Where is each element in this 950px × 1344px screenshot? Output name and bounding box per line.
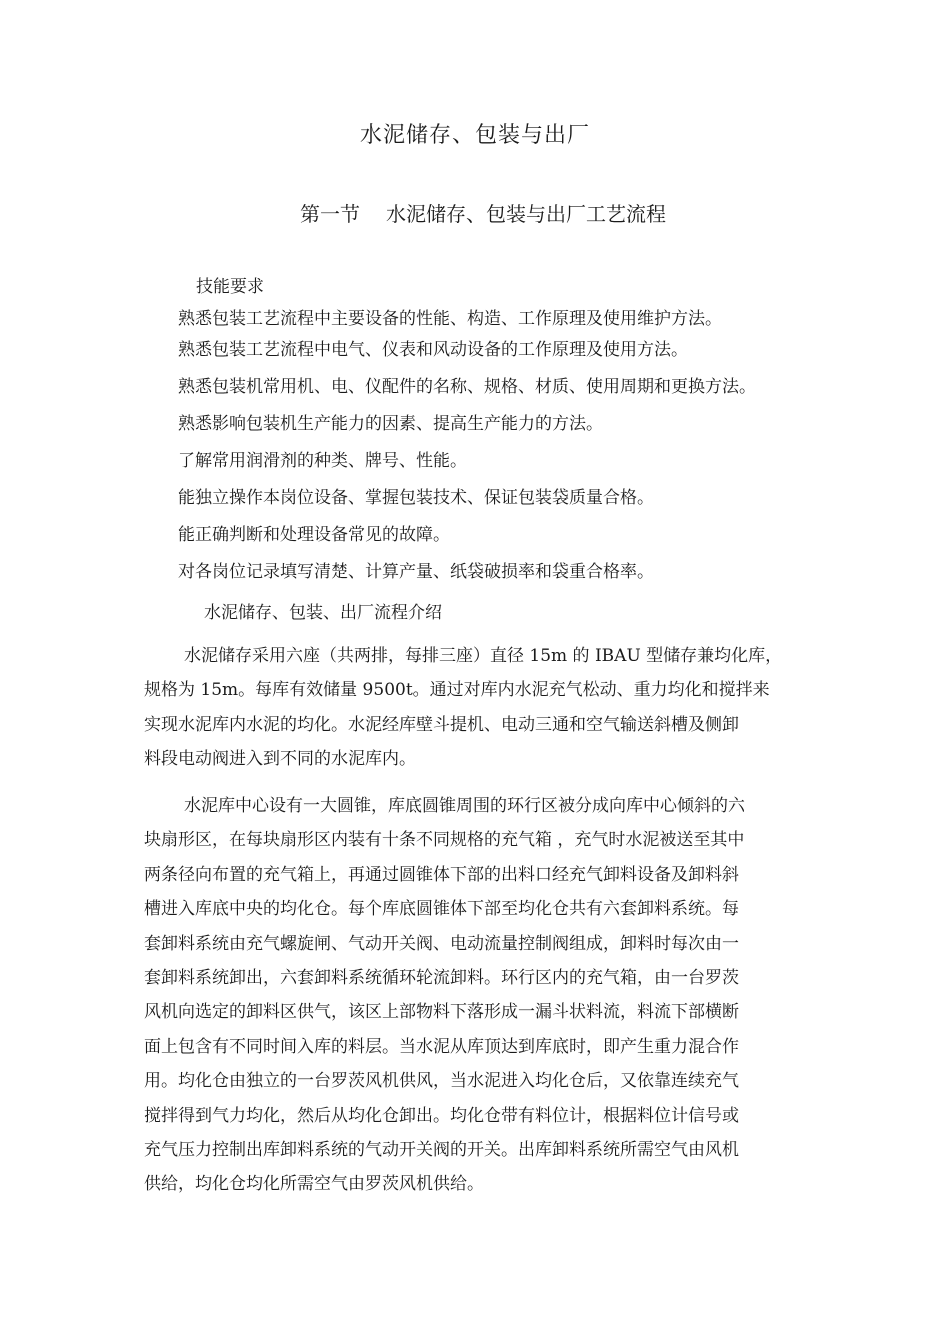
paragraph-line: 搅拌得到气力均化，然后从均化仓卸出。均化仓带有料位计，根据料位计信号或 [144, 1105, 739, 1126]
section-heading [300, 198, 666, 227]
paragraph-line: 两条径向布置的充气箱上，再通过圆锥体下部的出料口经充气卸料设备及卸料斜 [144, 864, 739, 885]
skill-item: 能正确判断和处理设备常见的故障。 [178, 525, 450, 545]
paragraph-line: 规格为 15m。每库有效储量 9500t。通过对库内水泥充气松动、重力均化和搅拌来 [144, 680, 770, 701]
paragraph-line: 套卸料系统卸出，六套卸料系统循环轮流卸料。环行区内的充气箱，由一台罗茨 [144, 968, 739, 989]
skills-list [178, 306, 756, 596]
document-title: 水泥储存、包装与出厂 [359, 123, 590, 148]
section-title: 水泥储存、包装与出厂工艺流程 [386, 202, 666, 226]
section-number: 第一节 [300, 202, 360, 226]
flow-intro-heading: 水泥储存、包装、出厂流程介绍 [204, 603, 442, 623]
skill-item: 对各岗位记录填写清楚、计算产量、纸袋破损率和袋重合格率。 [178, 562, 654, 582]
paragraph-line: 充气压力控制出库卸料系统的气动开关阀的开关。出库卸料系统所需空气由风机 [144, 1140, 739, 1161]
paragraph-line: 水泥储存采用六座（共两排，每排三座）直径 15m 的 IBAU 型储存兼均化库， [184, 646, 783, 666]
skill-item: 熟悉包装机常用机、电、仪配件的名称、规格、材质、使用周期和更换方法。 [178, 377, 756, 397]
paragraph-line: 水泥库中心设有一大圆锥，库底圆锥周围的环行区被分成向库中心倾斜的六 [184, 796, 745, 816]
paragraph-line: 供给，均化仓均化所需空气由罗茨风机供给。 [144, 1174, 484, 1195]
paragraph-line: 风机向选定的卸料区供气，该区上部物料下落形成一漏斗状料流，料流下部横断 [144, 1002, 739, 1023]
skill-item: 熟悉包装工艺流程中电气、仪表和风动设备的工作原理及使用方法。 [178, 340, 688, 360]
paragraph-line: 套卸料系统由充气螺旋闸、气动开关阀、电动流量控制阀组成，卸料时每次由一 [144, 933, 739, 954]
paragraph-line: 槽进入库底中央的均化仓。每个库底圆锥体下部至均化仓共有六套卸料系统。每 [144, 899, 739, 920]
paragraph-line: 块扇形区，在每块扇形区内装有十条不同规格的充气箱 ，充气时水泥被送至其中 [144, 830, 745, 851]
skill-item: 了解常用润滑剂的种类、牌号、性能。 [178, 451, 467, 471]
paragraph-line: 实现水泥库内水泥的均化。水泥经库壁斗提机、电动三通和空气输送斜槽及侧卸 [144, 714, 739, 735]
paragraph-line: 用。均化仓由独立的一台罗茨风机供风，当水泥进入均化仓后，又依靠连续充气 [144, 1071, 739, 1092]
paragraph-line: 料段电动阀进入到不同的水泥库内。 [144, 749, 416, 770]
paragraph-homogenization [144, 789, 745, 1202]
skill-item: 能独立操作本岗位设备、掌握包装技术、保证包装袋质量合格。 [178, 488, 654, 508]
paragraph-line: 面上包含有不同时间入库的料层。当水泥从库顶达到库底时，即产生重力混合作 [144, 1036, 739, 1057]
paragraph-storage [144, 639, 782, 777]
skills-heading: 技能要求 [196, 277, 264, 297]
skill-item: 熟悉包装工艺流程中主要设备的性能、构造、工作原理及使用维护方法。 [178, 309, 722, 329]
skill-item: 熟悉影响包装机生产能力的因素、提高生产能力的方法。 [178, 414, 603, 434]
